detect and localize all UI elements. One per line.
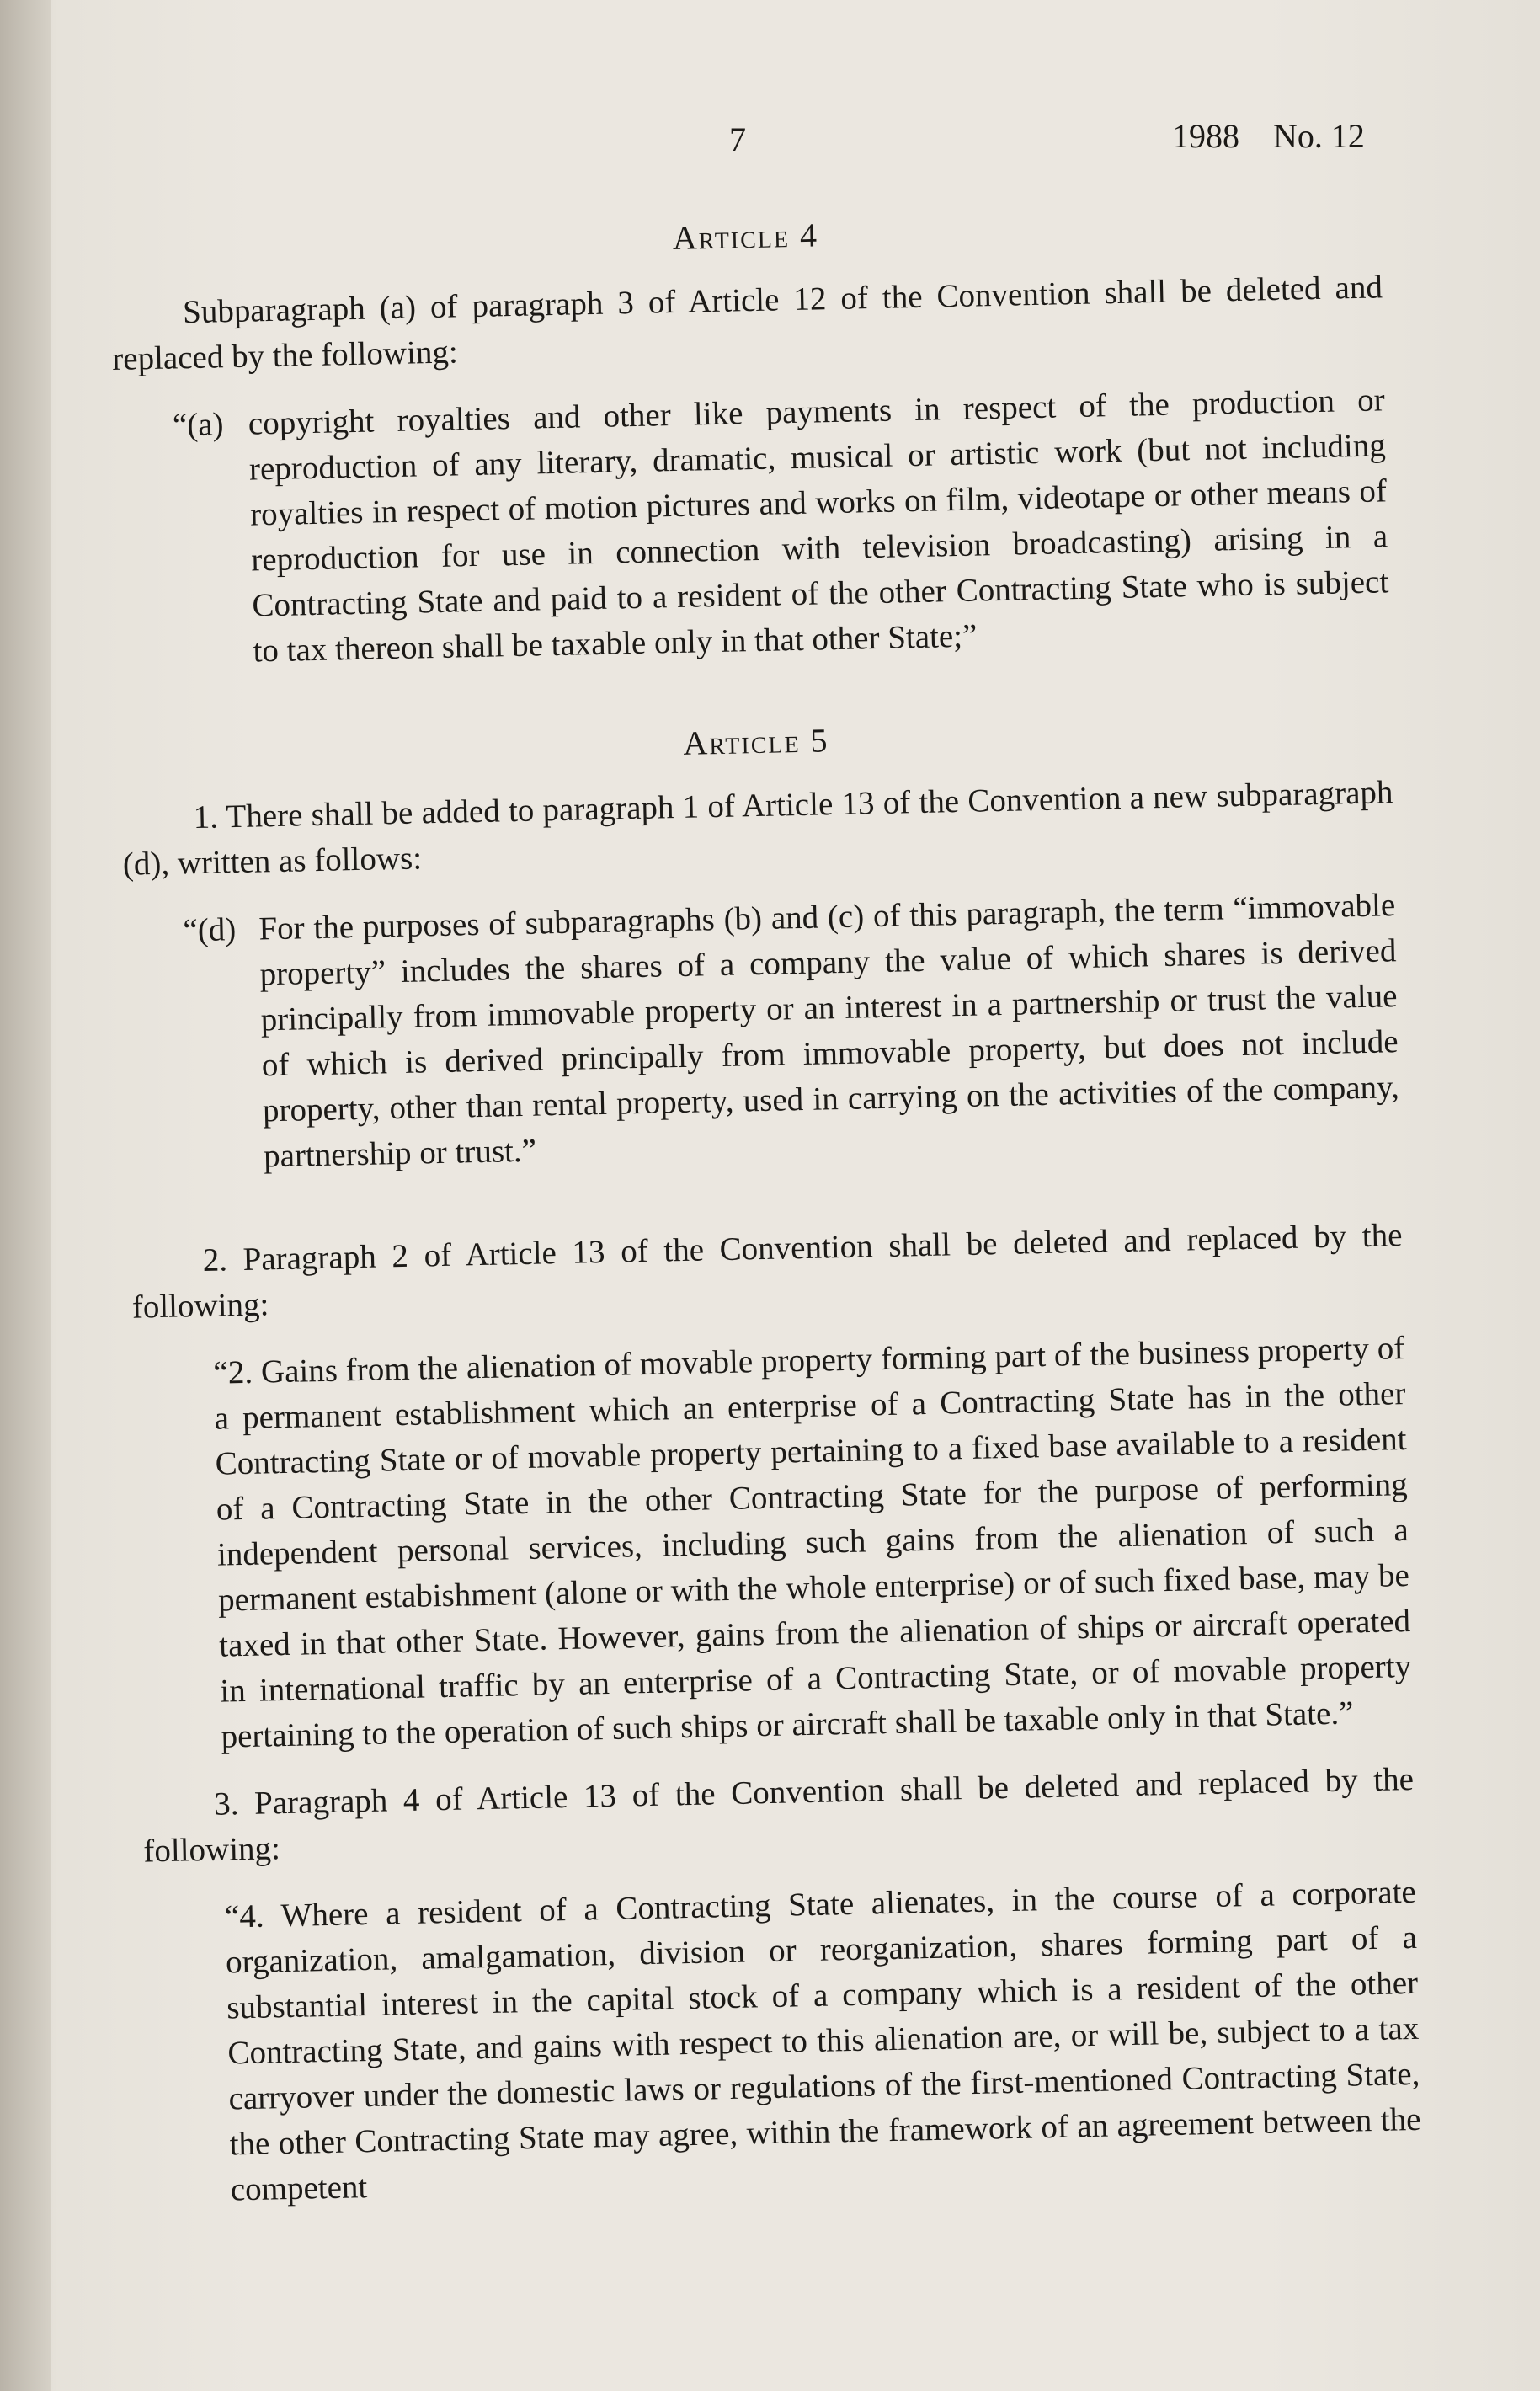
article-5-paragraph-3: 3. Paragraph 4 of Article 13 of the Convention shall be deleted and replaced by the following: <box>142 1760 1415 1870</box>
article-5-paragraph-1: 1. There shall be added to paragraph 1 of Article 13 of the Convention a new subparagraph (d), written as follows: <box>122 774 1393 883</box>
page-body <box>109 200 1423 2236</box>
article-4-clause-a <box>172 377 1389 675</box>
clause-label: “(d) <box>183 911 237 949</box>
article-5-clause-d <box>183 883 1400 1181</box>
article-5-quote-2: “2. Gains from the alienation of movable property forming part of the business property of a permanent establishment which an enterprise of a Contracting State has in the other Contracting State or of movable property pertaining to a fixed base available to a resident of a Contracting State in the other Contracting State for the purpose of performing independent personal services, including such gains from the alienation of such a permanent estabishment (alone or with the whole enterprise) or of such fixed base, may be taxed in that other State. However, gains from the alienation of ships or aircraft operated in international traffic by an enterprise of a Contracting State, or of movable property pertaining to the operation of such ships or aircraft shall be taxable only in that State.” <box>213 1330 1412 1755</box>
statute-number: No. 12 <box>1273 117 1365 155</box>
article-5-paragraph-2: 2. Paragraph 2 of Article 13 of the Convention shall be deleted and replaced by the following: <box>131 1217 1403 1326</box>
clause-label: “(a) <box>172 406 224 444</box>
clause-text: For the purposes of subparagraphs (b) and (c) of this paragraph, the term “immovable property” includes the shares of a company the value of which shares is derived principally from immovable property or an interest in a partnership or trust the value of which is derived principally from immovable property, but does not include property, other than rental property, used in carrying on the activities of the company, partnership or trust.” <box>258 887 1400 1175</box>
clause-text: copyright royalties and other like payments in respect of the production or reproduction of any literary, dramatic, musical or artistic work (but not including royalties in respect of motion pictures and works on film, videotape or other means of reproduction for use in connection with television broadcasting) arising in a Contracting State and paid to a resident of the other Contracting State who is subject to tax thereon shall be taxable only in that other State;” <box>248 382 1389 670</box>
statute-year: 1988 <box>1172 117 1239 155</box>
binding-gutter <box>0 0 51 2391</box>
article-5 <box>120 706 1423 2214</box>
article-4-heading: Article 4 <box>672 216 819 257</box>
statute-reference <box>1172 116 1365 156</box>
article-5-heading: Article 5 <box>682 721 830 762</box>
article-4-intro: Subparagraph (a) of paragraph 3 of Article 12 of the Convention shall be deleted and replaced by the following: <box>111 269 1383 377</box>
article-4 <box>109 200 1390 677</box>
page-number: 7 <box>729 120 746 158</box>
article-5-quote-4: “4. Where a resident of a Contracting State alienates, in the course of a corporate organization, amalgamation, division or reorganization, shares forming part of a substantial interest in the capital stock of a company which is a resident of the other Contracting State, and gains with respect to this alienation are, or will be, subject to a tax carryover under the domestic laws or regulations of the first-mentioned Contracting State, the other Contracting State may agree, within the framework of an agreement between the competent <box>224 1873 1421 2208</box>
page-header <box>0 116 1540 167</box>
